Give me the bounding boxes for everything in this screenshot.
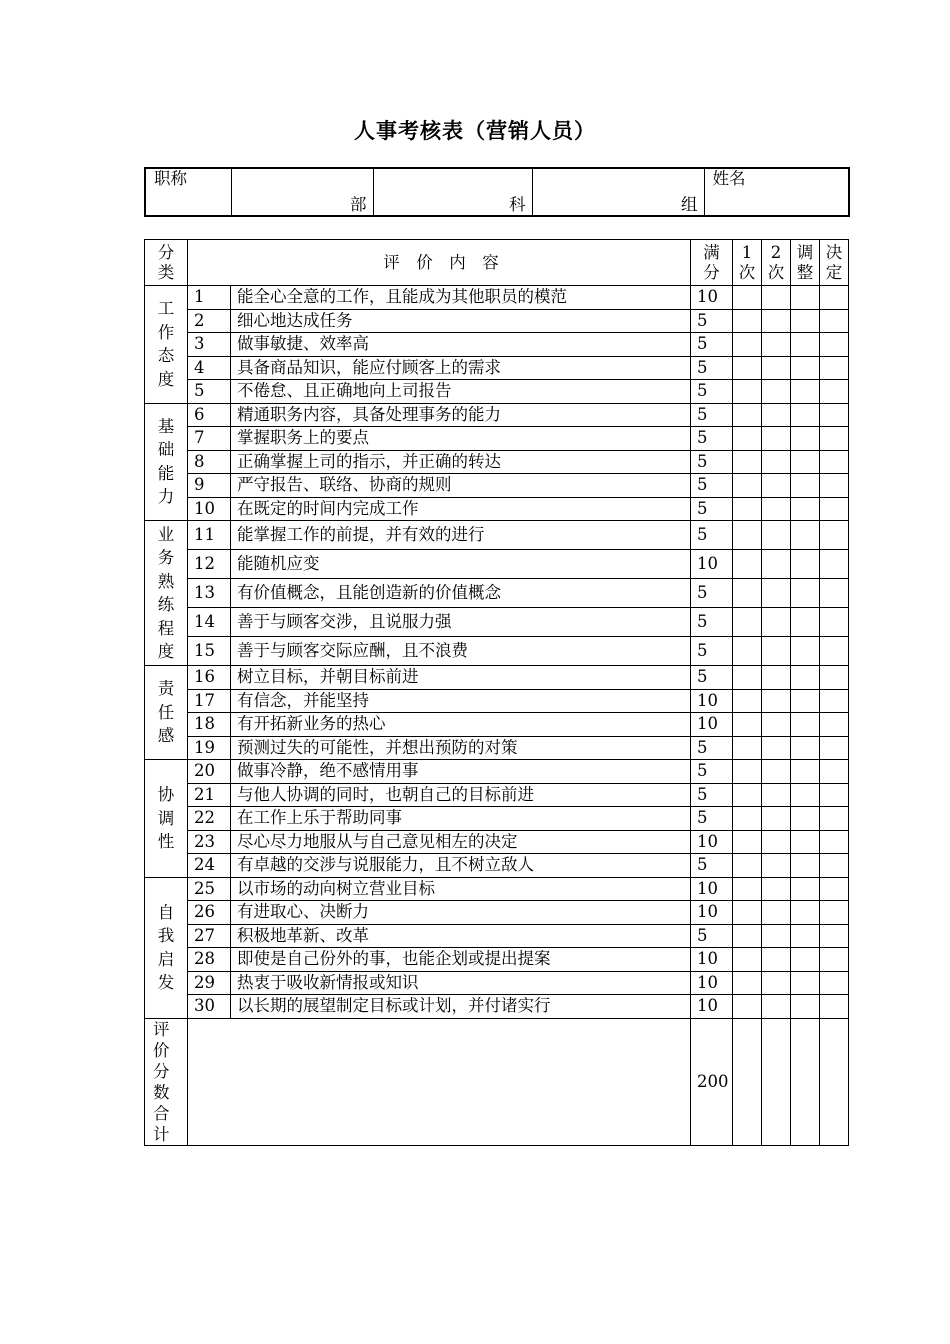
adjust-cell[interactable] — [791, 901, 820, 925]
category-label: 业务熟练程度 — [157, 524, 175, 661]
item-text: 细心地达成任务 — [231, 309, 691, 333]
first-eval-cell[interactable] — [733, 995, 762, 1019]
item-full-score: 10 — [691, 286, 733, 310]
item-full-score: 5 — [691, 608, 733, 637]
item-full-score: 5 — [691, 854, 733, 878]
form-title: 人事考核表（营销人员） — [354, 119, 596, 143]
decide-cell[interactable] — [820, 474, 849, 498]
decide-total-cell[interactable] — [820, 1018, 849, 1145]
decide-cell[interactable] — [820, 579, 849, 608]
table-row — [145, 550, 849, 579]
adjust-cell[interactable] — [791, 309, 820, 333]
total-blank-cell — [188, 1018, 691, 1145]
decide-cell[interactable] — [820, 497, 849, 521]
item-full-score: 5 — [691, 736, 733, 760]
second-eval-cell[interactable] — [762, 736, 791, 760]
table-row — [145, 760, 849, 784]
first-eval-cell[interactable] — [733, 474, 762, 498]
first-eval-cell[interactable] — [733, 450, 762, 474]
table-row — [145, 380, 849, 404]
second-eval-cell[interactable] — [762, 995, 791, 1019]
first-eval-cell[interactable] — [733, 356, 762, 380]
first-eval-cell[interactable] — [733, 521, 762, 550]
first-eval-cell[interactable] — [733, 309, 762, 333]
item-full-score: 5 — [691, 497, 733, 521]
second-eval-cell[interactable] — [762, 783, 791, 807]
first-eval-cell[interactable] — [733, 924, 762, 948]
table-row — [145, 971, 849, 995]
adjust-cell[interactable] — [791, 427, 820, 451]
item-number: 1 — [188, 286, 231, 310]
adjust-cell[interactable] — [791, 356, 820, 380]
item-text: 有开拓新业务的热心 — [231, 713, 691, 737]
item-full-score: 5 — [691, 403, 733, 427]
name-field[interactable] — [704, 168, 849, 216]
adjust-cell[interactable] — [791, 579, 820, 608]
item-full-score: 5 — [691, 309, 733, 333]
adjust-cell[interactable] — [791, 666, 820, 690]
table-row — [145, 309, 849, 333]
item-number: 27 — [188, 924, 231, 948]
table-row — [145, 427, 849, 451]
item-number: 16 — [188, 666, 231, 690]
evaluation-table — [144, 239, 849, 1146]
item-number: 25 — [188, 877, 231, 901]
item-text: 与他人协调的同时，也朝自己的目标前进 — [231, 783, 691, 807]
second-eval-cell[interactable] — [762, 380, 791, 404]
section-label: 科 — [509, 195, 526, 214]
item-text: 树立目标，并朝目标前进 — [231, 666, 691, 690]
item-number: 19 — [188, 736, 231, 760]
second-eval-cell[interactable] — [762, 948, 791, 972]
first-eval-cell[interactable] — [733, 783, 762, 807]
item-text: 有信念，并能坚持 — [231, 689, 691, 713]
first-eval-cell[interactable] — [733, 948, 762, 972]
info-table — [144, 167, 850, 217]
item-text: 正确掌握上司的指示，并正确的转达 — [231, 450, 691, 474]
adjust-cell[interactable] — [791, 380, 820, 404]
adjust-cell[interactable] — [791, 474, 820, 498]
item-text: 做事冷静，绝不感情用事 — [231, 760, 691, 784]
first-eval-cell[interactable] — [733, 901, 762, 925]
first-eval-cell[interactable] — [733, 403, 762, 427]
item-number: 24 — [188, 854, 231, 878]
table-row — [145, 736, 849, 760]
item-full-score: 10 — [691, 971, 733, 995]
table-row — [145, 579, 849, 608]
second-eval-cell[interactable] — [762, 807, 791, 831]
decide-cell[interactable] — [820, 356, 849, 380]
item-number: 29 — [188, 971, 231, 995]
group-field[interactable] — [532, 168, 704, 216]
first-eval-cell[interactable] — [733, 807, 762, 831]
item-text: 在工作上乐于帮助同事 — [231, 807, 691, 831]
adjust-cell[interactable] — [791, 286, 820, 310]
section-field[interactable] — [373, 168, 532, 216]
decide-cell[interactable] — [820, 666, 849, 690]
decide-cell[interactable] — [820, 637, 849, 666]
decide-cell[interactable] — [820, 854, 849, 878]
item-full-score: 5 — [691, 474, 733, 498]
first-eval-cell[interactable] — [733, 713, 762, 737]
adjust-cell[interactable] — [791, 403, 820, 427]
table-row — [145, 807, 849, 831]
item-number: 12 — [188, 550, 231, 579]
first-eval-header: 1次 — [733, 240, 762, 286]
first-eval-cell[interactable] — [733, 550, 762, 579]
second-eval-cell[interactable] — [762, 286, 791, 310]
second-eval-cell[interactable] — [762, 550, 791, 579]
item-full-score: 5 — [691, 380, 733, 404]
decide-cell[interactable] — [820, 403, 849, 427]
decide-cell[interactable] — [820, 521, 849, 550]
second-eval-cell[interactable] — [762, 450, 791, 474]
item-full-score: 10 — [691, 550, 733, 579]
decide-cell[interactable] — [820, 971, 849, 995]
second-eval-cell[interactable] — [762, 971, 791, 995]
item-number: 18 — [188, 713, 231, 737]
first-eval-cell[interactable] — [733, 286, 762, 310]
first-eval-cell[interactable] — [733, 736, 762, 760]
item-text: 热衷于吸收新情报或知识 — [231, 971, 691, 995]
adjust-total-cell[interactable] — [791, 1018, 820, 1145]
second-eval-cell[interactable] — [762, 356, 791, 380]
item-full-score: 5 — [691, 666, 733, 690]
table-row — [145, 666, 849, 690]
category-cell — [145, 403, 188, 521]
item-text: 以市场的动向树立营业目标 — [231, 877, 691, 901]
adjust-cell[interactable] — [791, 333, 820, 357]
second-total-cell[interactable] — [762, 1018, 791, 1145]
item-full-score: 5 — [691, 427, 733, 451]
item-full-score: 5 — [691, 356, 733, 380]
table-row — [145, 901, 849, 925]
second-eval-cell[interactable] — [762, 854, 791, 878]
decide-cell[interactable] — [820, 550, 849, 579]
item-full-score: 5 — [691, 579, 733, 608]
table-row — [145, 356, 849, 380]
item-number: 23 — [188, 830, 231, 854]
second-eval-cell[interactable] — [762, 760, 791, 784]
adjust-cell[interactable] — [791, 760, 820, 784]
first-eval-cell[interactable] — [733, 380, 762, 404]
item-text: 能全心全意的工作，且能成为其他职员的模范 — [231, 286, 691, 310]
first-eval-cell[interactable] — [733, 333, 762, 357]
total-row — [145, 1018, 849, 1145]
adjust-cell[interactable] — [791, 689, 820, 713]
adjust-cell[interactable] — [791, 995, 820, 1019]
second-eval-cell[interactable] — [762, 901, 791, 925]
item-text: 有价值概念，且能创造新的价值概念 — [231, 579, 691, 608]
item-text: 在既定的时间内完成工作 — [231, 497, 691, 521]
decide-cell[interactable] — [820, 427, 849, 451]
decide-cell[interactable] — [820, 713, 849, 737]
adjust-cell[interactable] — [791, 948, 820, 972]
second-eval-cell[interactable] — [762, 689, 791, 713]
second-eval-cell[interactable] — [762, 924, 791, 948]
table-row — [145, 924, 849, 948]
decide-cell[interactable] — [820, 286, 849, 310]
table-row — [145, 854, 849, 878]
item-number: 28 — [188, 948, 231, 972]
item-text: 善于与顾客交际应酬，且不浪费 — [231, 637, 691, 666]
category-label: 工作态度 — [157, 299, 175, 389]
adjust-cell[interactable] — [791, 497, 820, 521]
second-eval-cell[interactable] — [762, 579, 791, 608]
item-number: 10 — [188, 497, 231, 521]
dept-field[interactable] — [231, 168, 373, 216]
item-text: 做事敏捷、效率高 — [231, 333, 691, 357]
first-eval-cell[interactable] — [733, 497, 762, 521]
first-eval-cell[interactable] — [733, 830, 762, 854]
total-value: 200 — [691, 1018, 733, 1145]
item-full-score: 10 — [691, 689, 733, 713]
table-row — [145, 497, 849, 521]
adjust-cell[interactable] — [791, 550, 820, 579]
table-row — [145, 286, 849, 310]
second-eval-cell[interactable] — [762, 830, 791, 854]
evaluation-body — [145, 240, 849, 1146]
table-row — [145, 474, 849, 498]
item-full-score: 5 — [691, 783, 733, 807]
table-row — [145, 948, 849, 972]
table-row — [145, 877, 849, 901]
item-number: 15 — [188, 637, 231, 666]
decide-header: 决定 — [820, 240, 849, 286]
item-text: 以长期的展望制定目标或计划，并付诸实行 — [231, 995, 691, 1019]
category-cell — [145, 521, 188, 666]
name-label: 姓名 — [712, 169, 746, 188]
table-row — [145, 608, 849, 637]
category-label: 责任感 — [157, 679, 175, 746]
item-text: 尽心尽力地服从与自己意见相左的决定 — [231, 830, 691, 854]
item-text: 积极地革新、改革 — [231, 924, 691, 948]
second-eval-cell[interactable] — [762, 521, 791, 550]
item-text: 不倦怠、且正确地向上司报告 — [231, 380, 691, 404]
decide-cell[interactable] — [820, 783, 849, 807]
item-full-score: 5 — [691, 521, 733, 550]
item-full-score: 10 — [691, 713, 733, 737]
adjust-cell[interactable] — [791, 854, 820, 878]
item-number: 7 — [188, 427, 231, 451]
first-eval-cell[interactable] — [733, 666, 762, 690]
adjust-cell[interactable] — [791, 807, 820, 831]
table-row — [145, 521, 849, 550]
content-header: 评 价 内 容 — [188, 240, 691, 286]
table-row — [145, 830, 849, 854]
item-full-score: 5 — [691, 760, 733, 784]
adjust-cell[interactable] — [791, 608, 820, 637]
item-number: 17 — [188, 689, 231, 713]
second-eval-header: 2次 — [762, 240, 791, 286]
decide-cell[interactable] — [820, 689, 849, 713]
adjust-cell[interactable] — [791, 877, 820, 901]
item-full-score: 10 — [691, 948, 733, 972]
table-row — [145, 637, 849, 666]
first-eval-cell[interactable] — [733, 854, 762, 878]
item-text: 即使是自己份外的事，也能企划或提出提案 — [231, 948, 691, 972]
item-text: 精通职务内容，具备处理事务的能力 — [231, 403, 691, 427]
item-number: 5 — [188, 380, 231, 404]
table-row — [145, 333, 849, 357]
adjust-cell[interactable] — [791, 971, 820, 995]
first-total-cell[interactable] — [733, 1018, 762, 1145]
category-cell — [145, 286, 188, 404]
item-number: 30 — [188, 995, 231, 1019]
item-text: 能随机应变 — [231, 550, 691, 579]
item-full-score: 5 — [691, 924, 733, 948]
table-row — [145, 450, 849, 474]
group-label: 组 — [681, 195, 698, 214]
first-eval-cell[interactable] — [733, 760, 762, 784]
second-eval-cell[interactable] — [762, 637, 791, 666]
total-label: 评价分数合计 — [145, 1018, 188, 1145]
second-eval-cell[interactable] — [762, 497, 791, 521]
first-eval-cell[interactable] — [733, 608, 762, 637]
item-full-score: 10 — [691, 830, 733, 854]
second-eval-cell[interactable] — [762, 333, 791, 357]
first-eval-cell[interactable] — [733, 971, 762, 995]
dept-label: 部 — [350, 195, 367, 214]
item-number: 22 — [188, 807, 231, 831]
item-number: 26 — [188, 901, 231, 925]
item-text: 善于与顾客交涉，且说服力强 — [231, 608, 691, 637]
decide-cell[interactable] — [820, 830, 849, 854]
item-full-score: 5 — [691, 807, 733, 831]
adjust-cell[interactable] — [791, 521, 820, 550]
second-eval-cell[interactable] — [762, 403, 791, 427]
category-cell — [145, 877, 188, 1018]
first-eval-cell[interactable] — [733, 427, 762, 451]
category-label: 基础能力 — [157, 416, 175, 507]
decide-cell[interactable] — [820, 948, 849, 972]
item-number: 4 — [188, 356, 231, 380]
decide-cell[interactable] — [820, 924, 849, 948]
item-text: 掌握职务上的要点 — [231, 427, 691, 451]
first-eval-cell[interactable] — [733, 579, 762, 608]
adjust-cell[interactable] — [791, 736, 820, 760]
item-number: 3 — [188, 333, 231, 357]
item-number: 20 — [188, 760, 231, 784]
adjust-cell[interactable] — [791, 924, 820, 948]
item-full-score: 10 — [691, 995, 733, 1019]
category-label: 自我启发 — [157, 902, 175, 992]
position-label: 职称 — [145, 168, 231, 216]
item-text: 有卓越的交涉与说服能力，且不树立敌人 — [231, 854, 691, 878]
adjust-header: 调整 — [791, 240, 820, 286]
table-row — [145, 403, 849, 427]
adjust-cell[interactable] — [791, 830, 820, 854]
decide-cell[interactable] — [820, 333, 849, 357]
item-number: 14 — [188, 608, 231, 637]
table-row — [145, 689, 849, 713]
item-text: 严守报告、联络、协商的规则 — [231, 474, 691, 498]
second-eval-cell[interactable] — [762, 666, 791, 690]
second-eval-cell[interactable] — [762, 309, 791, 333]
decide-cell[interactable] — [820, 877, 849, 901]
item-full-score: 5 — [691, 450, 733, 474]
adjust-cell[interactable] — [791, 713, 820, 737]
first-eval-cell[interactable] — [733, 689, 762, 713]
item-number: 11 — [188, 521, 231, 550]
first-eval-cell[interactable] — [733, 637, 762, 666]
category-cell — [145, 760, 188, 878]
item-number: 8 — [188, 450, 231, 474]
item-text: 有进取心、决断力 — [231, 901, 691, 925]
decide-cell[interactable] — [820, 807, 849, 831]
item-number: 6 — [188, 403, 231, 427]
second-eval-cell[interactable] — [762, 713, 791, 737]
item-full-score: 10 — [691, 877, 733, 901]
adjust-cell[interactable] — [791, 450, 820, 474]
decide-cell[interactable] — [820, 995, 849, 1019]
item-text: 具备商品知识，能应付顾客上的需求 — [231, 356, 691, 380]
second-eval-cell[interactable] — [762, 608, 791, 637]
decide-cell[interactable] — [820, 380, 849, 404]
item-number: 9 — [188, 474, 231, 498]
full-score-header: 满分 — [691, 240, 733, 286]
decide-cell[interactable] — [820, 760, 849, 784]
item-number: 13 — [188, 579, 231, 608]
decide-cell[interactable] — [820, 901, 849, 925]
adjust-cell[interactable] — [791, 783, 820, 807]
decide-cell[interactable] — [820, 450, 849, 474]
item-full-score: 10 — [691, 901, 733, 925]
category-cell — [145, 666, 188, 760]
category-label: 协调性 — [157, 785, 175, 851]
item-full-score: 5 — [691, 333, 733, 357]
decide-cell[interactable] — [820, 309, 849, 333]
item-number: 21 — [188, 783, 231, 807]
decide-cell[interactable] — [820, 608, 849, 637]
decide-cell[interactable] — [820, 736, 849, 760]
second-eval-cell[interactable] — [762, 877, 791, 901]
first-eval-cell[interactable] — [733, 877, 762, 901]
item-text: 预测过失的可能性，并想出预防的对策 — [231, 736, 691, 760]
item-full-score: 5 — [691, 637, 733, 666]
second-eval-cell[interactable] — [762, 474, 791, 498]
second-eval-cell[interactable] — [762, 427, 791, 451]
table-row — [145, 783, 849, 807]
table-row — [145, 713, 849, 737]
item-number: 2 — [188, 309, 231, 333]
category-header: 分类 — [145, 240, 188, 286]
item-text: 能掌握工作的前提，并有效的进行 — [231, 521, 691, 550]
header-row — [145, 240, 849, 286]
table-row — [145, 995, 849, 1019]
adjust-cell[interactable] — [791, 637, 820, 666]
